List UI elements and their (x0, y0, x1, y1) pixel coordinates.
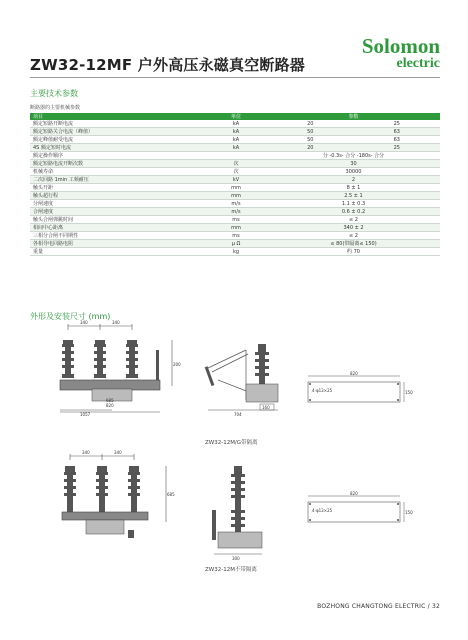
table-row (30, 168, 440, 176)
drawing-front-view-1 (60, 322, 180, 428)
table-row (30, 128, 440, 136)
row-value: 2 (267, 176, 440, 184)
dim-685: 685 (106, 398, 114, 403)
row-value: ≤ 80(带隔离≤ 150) (267, 240, 440, 248)
table-row (30, 200, 440, 208)
row-unit: 次 (205, 160, 267, 168)
row-item: 重量 (30, 248, 205, 256)
dim-200: 200 (173, 362, 181, 367)
row-unit: m/s (205, 208, 267, 216)
row-item: 额定操作顺序 (30, 152, 205, 160)
row-value-25ka: 63 (354, 128, 441, 136)
dim2-340-a: 340 (82, 450, 90, 455)
page-title: ZW32-12MF 户外高压永磁真空断路器 (30, 56, 305, 74)
row-unit: kA (205, 136, 267, 144)
dim-704: 704 (234, 412, 242, 417)
spec-table (30, 113, 440, 256)
drawing-front-view-2 (62, 450, 175, 548)
row-value: ≤ 2 (267, 216, 440, 224)
row-value: 8 ± 1 (267, 184, 440, 192)
row-value: 30 (267, 160, 440, 168)
table-row (30, 240, 440, 248)
brand-logo (362, 36, 440, 72)
row-value-25ka: 25 (354, 144, 441, 152)
row-unit: kA (205, 120, 267, 128)
drawing-plan-view-2 (300, 491, 413, 532)
row-value: 1.1 ± 0.3 (267, 200, 440, 208)
row-item: 各相导电回路电阻 (30, 240, 205, 248)
table-row (30, 176, 440, 184)
row-unit: 次 (205, 168, 267, 176)
row-value: 约 70 (267, 248, 440, 256)
table-row (30, 160, 440, 168)
row-item: 分闸速度 (30, 200, 205, 208)
row-item: 相间中心距离 (30, 224, 205, 232)
header-value: 参数 (267, 113, 440, 120)
row-value: ≤ 2 (267, 232, 440, 240)
dim-plan-820: 820 (350, 371, 358, 376)
row-unit (205, 152, 267, 160)
table-row (30, 224, 440, 232)
dim-plan-150: 150 (405, 390, 413, 395)
header-unit: 单位 (205, 113, 267, 120)
page-footer: BOZHONG CHANGTONG ELECTRIC / 32 (317, 603, 440, 610)
row-value: 0.6 ± 0.2 (267, 208, 440, 216)
table-row (30, 184, 440, 192)
section-dims-heading: 外形及安装尺寸 (mm) (30, 312, 111, 321)
table-row (30, 136, 440, 144)
table-row (30, 248, 440, 256)
table-row (30, 120, 440, 128)
header-item: 项目 (30, 113, 205, 120)
drawing1-caption: ZW32-12M/G带隔离 (205, 440, 258, 446)
row-unit: mm (205, 184, 267, 192)
row-value-25ka: 25 (354, 120, 441, 128)
row-value-25ka: 63 (354, 136, 441, 144)
dim-340-a: 340 (80, 320, 88, 325)
row-value: 2.5 ± 1 (267, 192, 440, 200)
row-item: 额定峰值耐受电流 (30, 136, 205, 144)
table-row (30, 232, 440, 240)
brand-sub: electric (396, 56, 440, 71)
row-value: 340 ± 2 (267, 224, 440, 232)
row-item: 额定短路开断电流 (30, 120, 205, 128)
params-note: 断路器的主要机械参数 (30, 105, 81, 111)
row-unit: kV (205, 176, 267, 184)
drawing2-caption: ZW32-12M不带隔离 (205, 567, 257, 573)
row-item: 二次回路 1min 工频耐压 (30, 176, 205, 184)
row-item: 触头开距 (30, 184, 205, 192)
dim-340-b: 340 (112, 320, 120, 325)
row-value-20ka: 20 (267, 120, 354, 128)
holes-label-1: 4-φ13×25 (312, 388, 333, 393)
drawing-side-view-1 (198, 344, 288, 426)
row-item: 额定短路关合电流（峰值） (30, 128, 205, 136)
drawing-plan-view-1 (300, 371, 413, 412)
table-row (30, 144, 440, 152)
row-value-20ka: 50 (267, 136, 354, 144)
row-unit: m/s (205, 200, 267, 208)
row-unit: mm (205, 192, 267, 200)
title-divider (30, 77, 440, 78)
row-unit: kA (205, 144, 267, 152)
table-row (30, 152, 440, 160)
row-unit: kg (205, 248, 267, 256)
row-item: 额定短路电流开断次数 (30, 160, 205, 168)
brand-name: Solomon (361, 34, 440, 58)
table-row (30, 208, 440, 216)
section-params-heading: 主要技术参数 (30, 89, 78, 98)
dim2-300: 300 (232, 556, 240, 561)
table-row (30, 192, 440, 200)
row-value: 30000 (267, 168, 440, 176)
dim2-685: 685 (167, 492, 175, 497)
row-item: 触头超行程 (30, 192, 205, 200)
row-item: 机械寿命 (30, 168, 205, 176)
dim-820: 820 (106, 403, 114, 408)
dim2-plan-820: 820 (350, 491, 358, 496)
table-row (30, 216, 440, 224)
holes-label-2: 4-φ13×25 (312, 508, 333, 513)
row-value-20ka: 50 (267, 128, 354, 136)
dim2-340-b: 340 (114, 450, 122, 455)
row-item: 触头合闸弹跳时间 (30, 216, 205, 224)
row-unit: ms (205, 232, 267, 240)
row-value: 分 -0.3s- 合分 -180s- 合分 (267, 152, 440, 160)
row-unit: mm (205, 224, 267, 232)
drawing-side-view-2 (208, 466, 268, 562)
row-item: 合闸速度 (30, 208, 205, 216)
row-value-20ka: 20 (267, 144, 354, 152)
row-unit: kA (205, 128, 267, 136)
dim2-plan-150: 150 (405, 510, 413, 515)
dim-160: 160 (262, 405, 270, 410)
row-item: 4S 额定短时电流 (30, 144, 205, 152)
row-unit: ms (205, 216, 267, 224)
spec-table-header (30, 113, 440, 120)
row-unit: μ Ω (205, 240, 267, 248)
row-item: 三相分合闸不同期性 (30, 232, 205, 240)
dim-1057: 1057 (80, 412, 91, 417)
